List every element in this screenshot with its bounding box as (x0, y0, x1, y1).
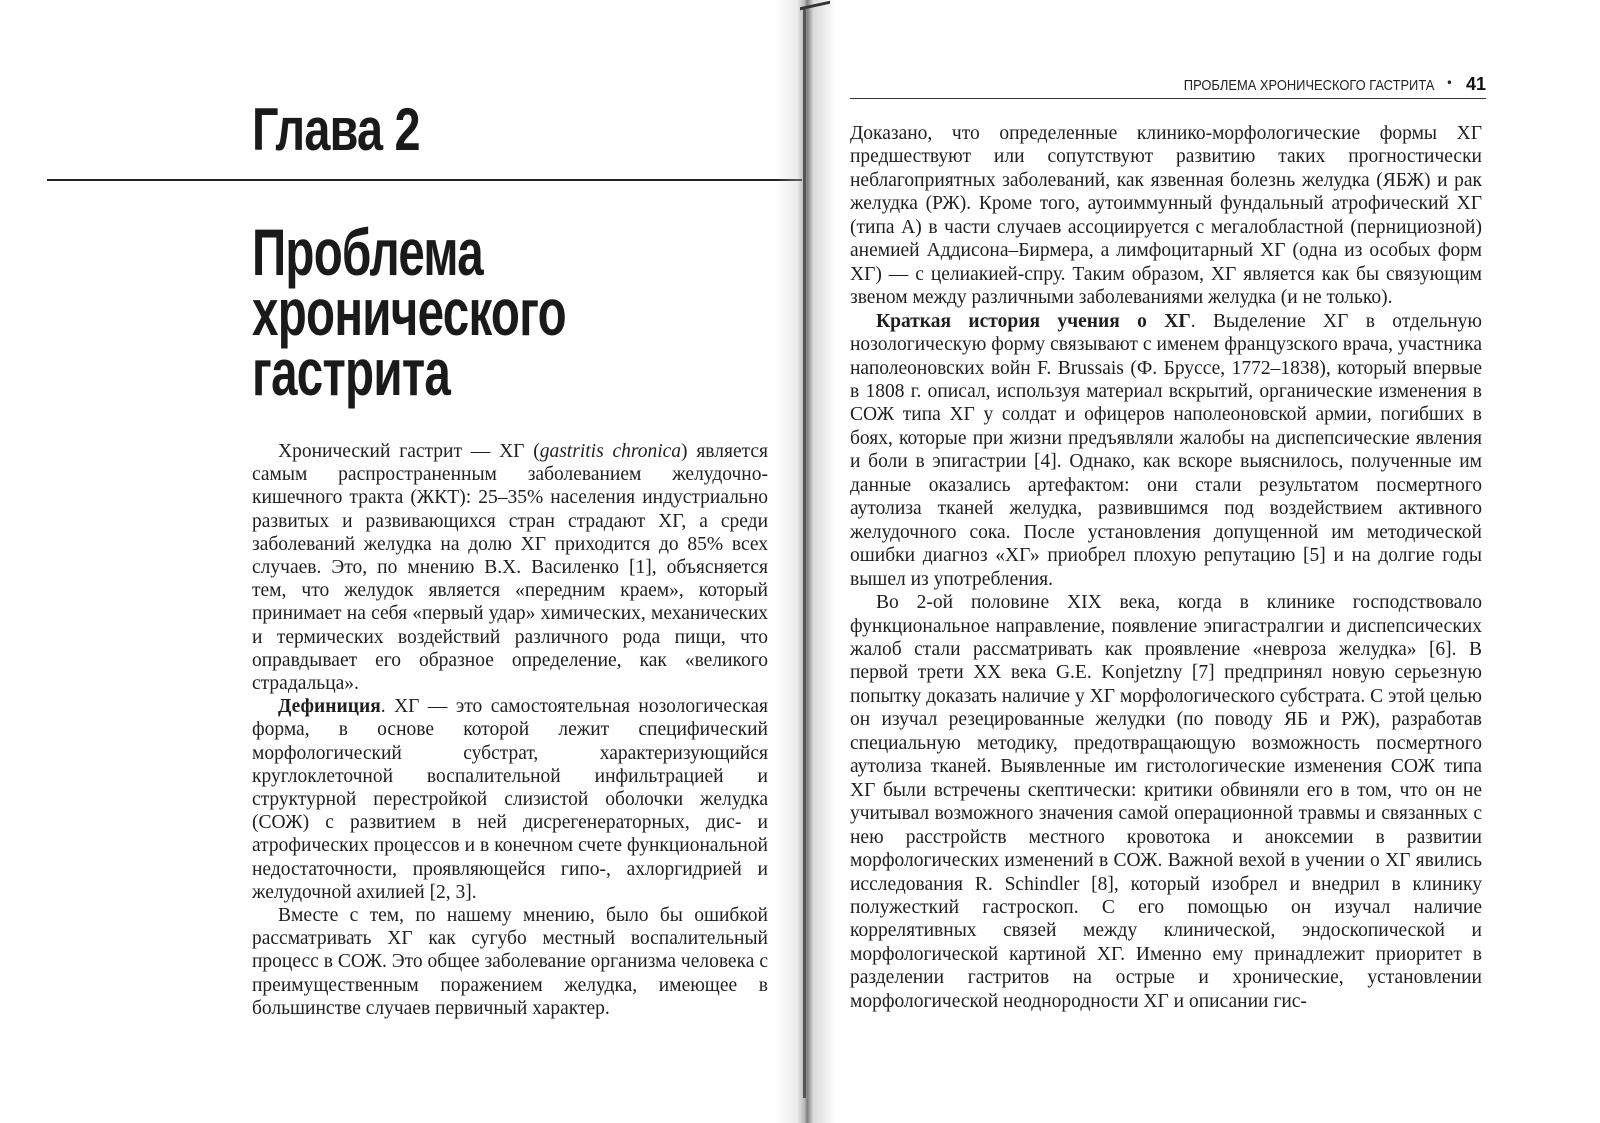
paragraph-definition: Дефиниция. ХГ — это самостоятельная нозологическая форма, в основе которой лежит специфический морфологический субстрат, характеризующийся круглоклеточной воспалительной инфильтрацией и структурной перестройкой слизистой оболочки желудка (СОЖ) с развитием в ней дисрегенераторных, дис- и атрофических процессов и в конечном счете функциональной недостаточности, проявляющейся гипо-, ахлоргидрией и желудочной ахилией [2, 3]. (252, 696, 768, 903)
paragraph-history: Краткая история учения о ХГ. Выделение ХГ в отдельную нозологическую форму связывают с именем французского врача, участника наполеоновских войн F. Brussais (Ф. Бруссе, 1772–1838), который впервые в 1808 г. описал, используя материал вскрытий, органические изменения в СОЖ типа ХГ у солдат и офицеров наполеоновской армии, погибших в боях, которые при жизни предъявляли жалобы на диспепсические явления и боли в эпигастрии [4]. Однако, как вскоре выяснилось, полученные им данные оказались артефактом: они стали результатом посмертного аутолиза тканей желудка, развившимся под воздействием активного желудочного сока. После установления допущенной им методической ошибки диагноз «ХГ» приобрел плохую репутацию [5] и на долгие годы вышел из употребления. (850, 310, 1482, 590)
paragraph-nineteenth-century: Во 2-ой половине XIX века, когда в клинике господствовало функциональное направление, появление эпигастралгии и диспепсических жалоб стали рассматривать как проявление «невроза желудка» [6]. В первой трети XX века G.E. Konjetzny [7] предпринял новую серьезную попытку доказать наличие у ХГ морфологического субстрата. С этой целью он изучал резецированные желудки (по поводу ЯБ и РЖ), разработав специальную методику, предотвращающую возможность посмертного аутолиза тканей. Выявленные им гистологические изменения СОЖ типа ХГ были встречены скептически: критики обвиняли его в том, что он не учитывал возможного значения самой операционной травмы и связанных с нею расстройств местного кровотока и аноксемии в развитии морфологических изменений в СОЖ. Важной вехой в учении о ХГ явились исследования R. Schindler [8], который изобрел и внедрил в клинику полужесткий гастроскоп. С его помощью он изучал наличие коррелятивных связей между клинической, эндоскопической и морфологической картиной ХГ. Именно ему принадлежит приоритет в разделении гастритов на острые и хронические, установлении морфологической неоднородности ХГ и описании гис- (850, 592, 1482, 1012)
right-page (808, 0, 1600, 1123)
history-lead: Краткая история учения о ХГ (876, 310, 1191, 332)
running-head-title: ПРОБЛЕМА ХРОНИЧЕСКОГО ГАСТРИТА (1183, 77, 1434, 94)
chapter-label: Глава 2 (252, 96, 420, 163)
definition-lead: Дефиниция (278, 696, 381, 718)
running-head (850, 72, 1486, 99)
paragraph-opinion: Вместе с тем, по нашему мнению, было бы ошибкой рассматривать ХГ как сугубо местный воспалительный процесс в СОЖ. Это общее заболевание организма человека с преимущественным поражением желудка, имеющее в большинстве случаев первичный характер. (252, 905, 768, 1019)
page-number: 41 (1465, 74, 1486, 94)
paragraph-intro: Хронический гастрит — ХГ (gastritis chronica) является самым распространенным заболеванием желудочно-кишечного тракта (ЖКТ): 25–35% населения индустриально развитых и развивающихся стран страдают ХГ, а среди заболеваний желудка на долю ХГ приходится до 85% всех случаев. Это, по мнению В.Х. Василенко [1], объясняется тем, что желудок является «передним краем», который принимает на себя «первый удар» химических, механических и термических воздействий различного рода пищи, что оправдывает его образное определение, как «великого страдальца». (252, 441, 768, 695)
latin-term: gastritis chronica (539, 441, 682, 462)
chapter-rule (47, 179, 802, 181)
right-body-text (850, 122, 1482, 1013)
paragraph-proven: Доказано, что определенные клинико-морфологические формы ХГ предшествуют или сопутствуют развитию таких прогностически неблагоприятных заболеваний, как язвенная болезнь желудка (ЯБЖ) и рак желудка (РЖ). Кроме того, аутоиммунный фундальный атрофический ХГ (типа А) в части случаев ассоциируется с мегалобластной (пернициозной) анемией Аддисона–Бирмера, а лимфоцитарный ХГ (одна из особых форм ХГ) — с целиакией-спру. Таким образом, ХГ является как бы связующим звеном между различными заболеваниями желудка (и не только). (850, 123, 1482, 309)
left-body-text (252, 440, 768, 1020)
gutter-line (803, 8, 806, 1098)
chapter-title: Проблема хронического гастрита (252, 215, 566, 409)
bullet-icon: • (1445, 76, 1453, 90)
